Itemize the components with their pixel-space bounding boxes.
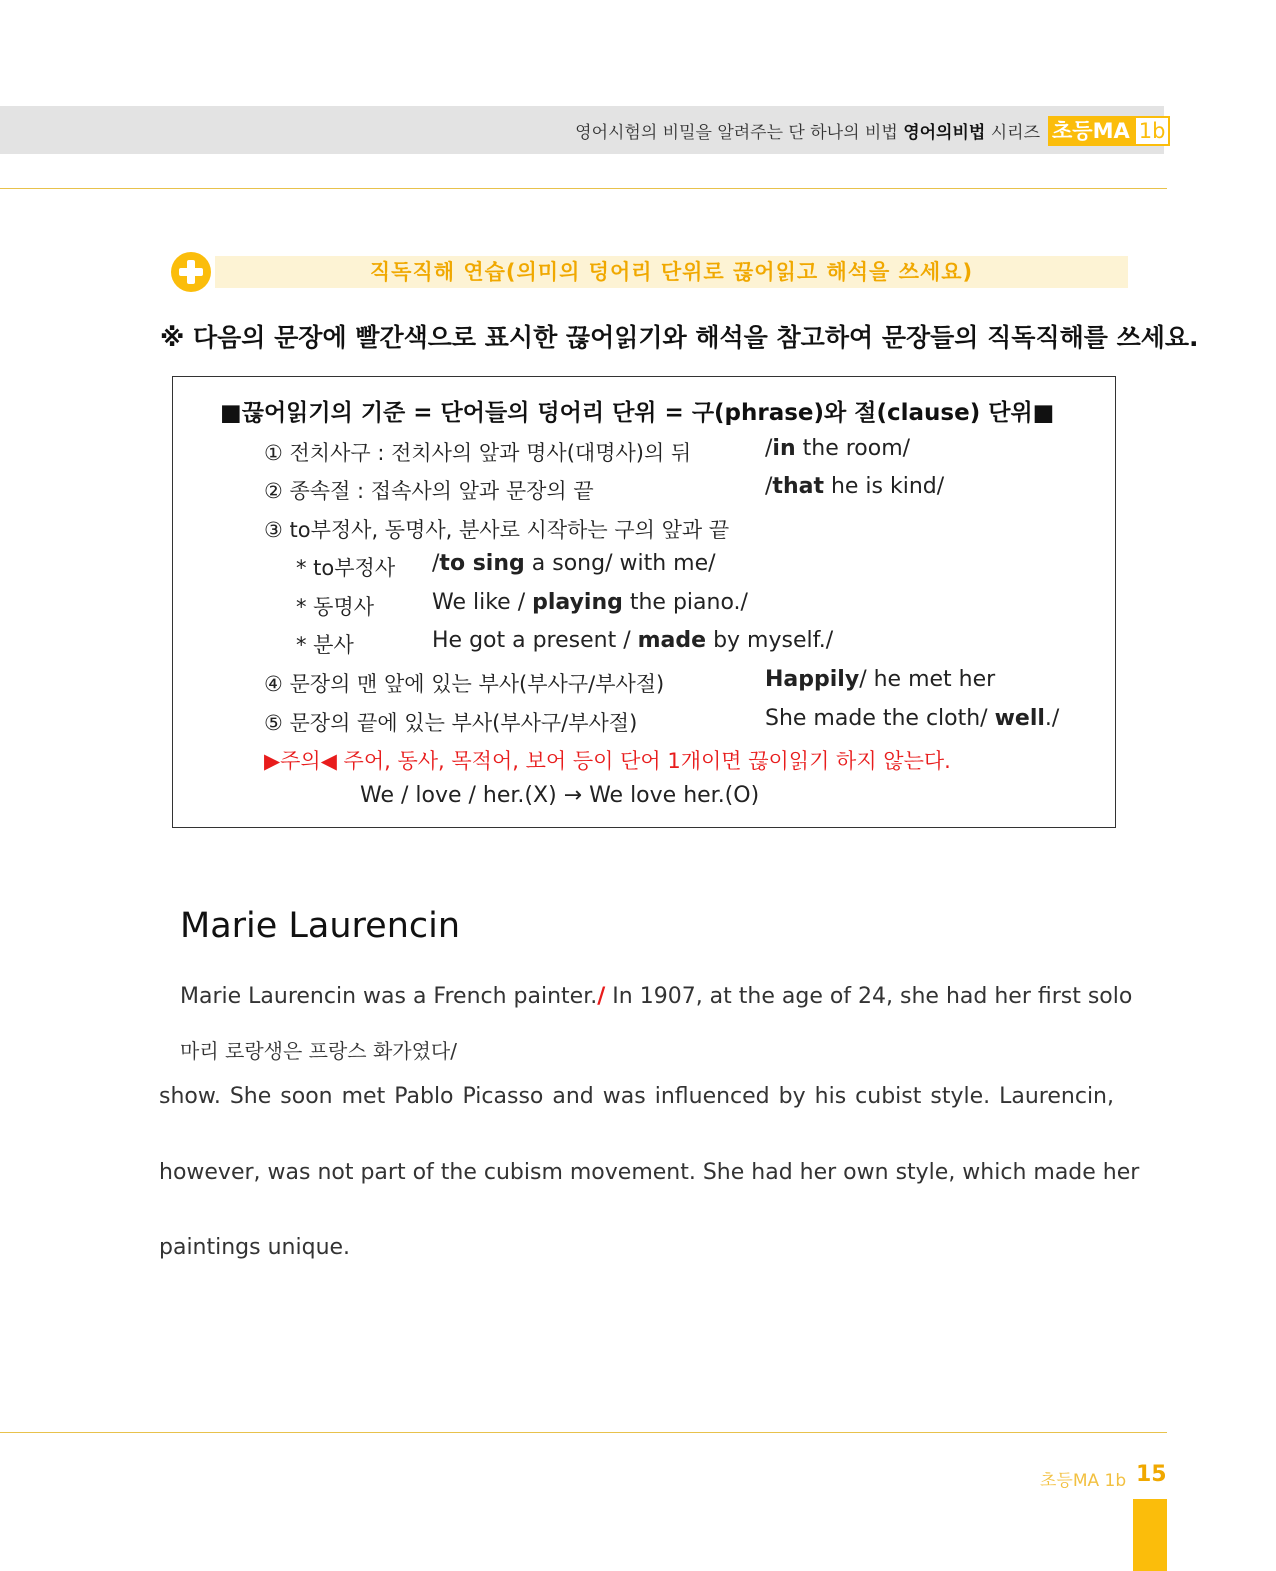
header-tagline — [575, 118, 1040, 143]
rule-box-title: ■끊어읽기의 기준 = 단어들의 덩어리 단위 = 구(phrase)와 절(clause) 단위■ — [220, 400, 1055, 426]
passage-line: show. She soon met Pablo Picasso and was influenced by his cubist style. Laurencin, — [159, 1084, 1114, 1109]
rule-label: ② 종속절 : 접속사의 앞과 문장의 끝 — [264, 479, 594, 503]
rule-example: /in the room/ — [765, 436, 911, 461]
subrule-label: * 분사 — [296, 633, 354, 657]
passage-line: paintings unique. — [159, 1235, 351, 1260]
rule-example: /that he is kind/ — [765, 474, 945, 499]
rule-example: Happily/ he met her — [765, 667, 996, 692]
plus-circle-icon — [171, 252, 211, 292]
header-series-bold: 영어의비법 — [903, 123, 986, 143]
page-tab — [1133, 1499, 1167, 1571]
header-divider — [0, 188, 1167, 189]
subrule-example: /to sing a song/ with me/ — [432, 551, 716, 576]
passage-title: Marie Laurencin — [180, 906, 461, 946]
rule-label: ③ to부정사, 동명사, 분사로 시작하는 구의 앞과 끝 — [264, 518, 730, 542]
section-title: 직독직해 연습(의미의 덩어리 단위로 끊어읽고 해석을 쓰세요) — [369, 260, 974, 284]
header-series-suffix: 시리즈 — [990, 123, 1040, 143]
passage-line: Marie Laurencin was a French painter./ In 1907, at the age of 24, she had her first solo — [180, 984, 1133, 1009]
rule-label: ⑤ 문장의 끝에 있는 부사(부사구/부사절) — [264, 711, 638, 735]
footer-divider — [0, 1432, 1167, 1433]
rule-label: ① 전치사구 : 전치사의 앞과 명사(대명사)의 뒤 — [264, 441, 692, 465]
series-badge-level: 1b — [1134, 116, 1171, 146]
subrule-label: * to부정사 — [296, 556, 396, 580]
header-tagline-text: 영어시험의 비밀을 알려주는 단 하나의 비법 — [575, 123, 898, 143]
footer-series: 초등MA 1b — [1040, 1471, 1127, 1491]
subrule-example: We like / playing the piano./ — [432, 590, 748, 615]
subrule-example: He got a present / made by myself./ — [432, 628, 834, 653]
series-badge-name: 초등MA — [1048, 116, 1134, 146]
instruction-text: ※ 다음의 문장에 빨간색으로 표시한 끊어읽기와 해석을 참고하여 문장들의 직독직해를 쓰세요. — [160, 323, 1199, 352]
warning-text: ▶주의◀ 주어, 동사, 목적어, 보어 등이 단어 1개이면 끊이읽기 하지 않는다. — [264, 749, 951, 773]
warning-example: We / love / her.(X) → We love her.(O) — [360, 783, 760, 808]
rule-label: ④ 문장의 맨 앞에 있는 부사(부사구/부사절) — [264, 672, 665, 696]
series-badge — [1048, 116, 1170, 146]
subrule-label: * 동명사 — [296, 595, 375, 619]
chunk-slash: / — [597, 984, 606, 1009]
translation-line: 마리 로랑생은 프랑스 화가였다/ — [180, 1039, 457, 1063]
passage-line: however, was not part of the cubism movement. She had her own style, which made her — [159, 1160, 1140, 1185]
page-number: 15 — [1136, 1462, 1167, 1487]
rule-example: She made the cloth/ well./ — [765, 706, 1060, 731]
